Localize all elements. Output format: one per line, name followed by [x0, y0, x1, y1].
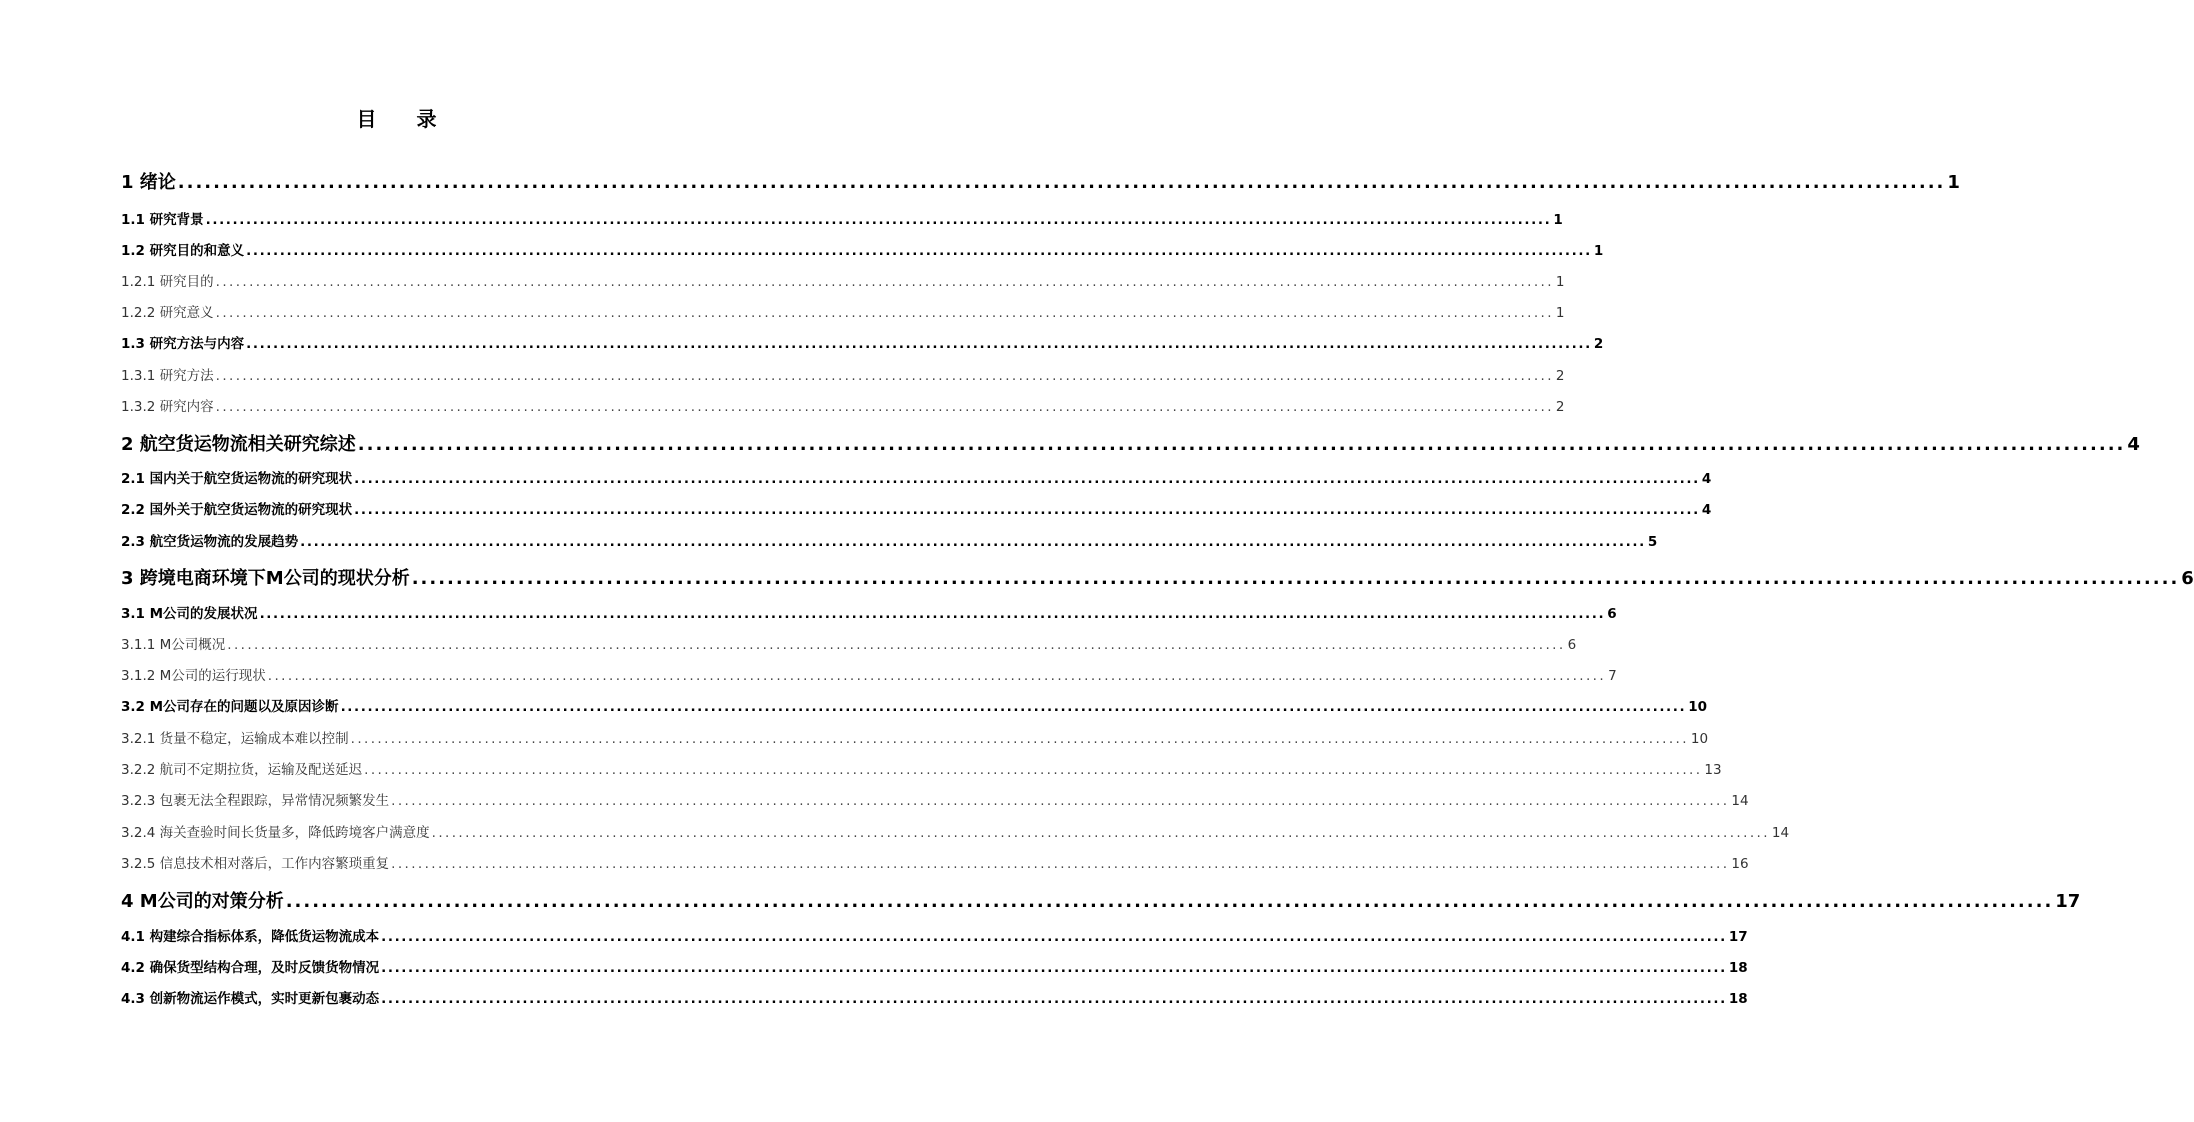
toc-leader-dots: ........................................................................................................................................................................................................ [177, 172, 1946, 193]
toc-entry-label: 3.1.1 M公司概况 [121, 637, 226, 653]
toc-entry[interactable] [121, 332, 1604, 352]
toc-entry[interactable] [121, 168, 1960, 194]
toc-entry-page: 4 [1701, 471, 1712, 487]
toc-leader-dots: ........................................................................................................................................................................................................ [267, 668, 1607, 684]
toc-entry-page: 2 [1593, 336, 1604, 352]
toc-entry[interactable] [121, 789, 1749, 809]
toc-entry-page: 1 [1553, 212, 1563, 228]
toc-entry-page: 1 [1947, 172, 1960, 193]
toc-entry-page: 1 [1555, 305, 1565, 321]
toc-entry-label: 2.2 国外关于航空货运物流的研究现状 [121, 502, 353, 518]
toc-entry-page: 2 [1555, 399, 1565, 415]
toc-entry[interactable] [121, 602, 1617, 622]
toc-entry[interactable] [121, 239, 1604, 259]
toc-leader-dots: ........................................................................................................................................................................................................ [246, 243, 1592, 259]
toc-entry-page: 18 [1728, 960, 1748, 976]
toc-leader-dots: ........................................................................................................................................................................................................ [246, 336, 1592, 352]
toc-entry[interactable] [121, 852, 1749, 872]
toc-entry-label: 3.2.3 包裹无法全程跟踪，异常情况频繁发生 [121, 793, 390, 809]
toc-leader-dots: ........................................................................................................................................................................................................ [391, 793, 1730, 809]
toc-entry-label: 1.2.2 研究意义 [121, 305, 214, 321]
toc-entry-page: 10 [1690, 731, 1709, 747]
toc-leader-dots: ........................................................................................................................................................................................................ [215, 368, 1554, 384]
toc-entry-label: 3.1.2 M公司的运行现状 [121, 668, 266, 684]
toc-entry-page: 13 [1704, 762, 1722, 778]
toc-entry[interactable] [121, 821, 1790, 841]
toc-entry-label: 3.2.5 信息技术相对落后，工作内容繁琐重复 [121, 856, 390, 872]
toc-entry-label: 4.3 创新物流运作模式，实时更新包裹动态 [121, 991, 380, 1007]
toc-leader-dots: ........................................................................................................................................................................................................ [350, 731, 1689, 747]
toc-entry-page: 14 [1771, 825, 1790, 841]
toc-entry-label: 3.2.1 货量不稳定，运输成本难以控制 [121, 731, 349, 747]
toc-leader-dots: ........................................................................................................................................................................................................ [381, 929, 1727, 945]
toc-entry-page: 1 [1555, 274, 1565, 290]
toc-entry-label: 1.2.1 研究目的 [121, 274, 214, 290]
toc-entry[interactable] [121, 956, 1748, 976]
toc-leader-dots: ........................................................................................................................................................................................................ [357, 434, 2126, 455]
toc-entry-page: 6 [1607, 606, 1617, 622]
toc-entry-label: 3.2.2 航司不定期拉货，运输及配送延迟 [121, 762, 363, 778]
toc-leader-dots: ........................................................................................................................................................................................................ [205, 212, 1552, 228]
toc-entry-label: 3.1 M公司的发展状况 [121, 606, 258, 622]
toc-leader-dots: ........................................................................................................................................................................................................ [285, 891, 2054, 912]
toc-entry-page: 7 [1608, 668, 1617, 684]
toc-entry[interactable] [121, 727, 1709, 747]
toc-leader-dots: ........................................................................................................................................................................................................ [431, 825, 1770, 841]
toc-title-part2: 录 [416, 107, 437, 131]
toc-entry-label: 1.3.1 研究方法 [121, 368, 214, 384]
toc-leader-dots: ........................................................................................................................................................................................................ [411, 568, 2180, 589]
toc-leader-dots: ........................................................................................................................................................................................................ [354, 471, 1700, 487]
toc-entry-label: 1 绪论 [121, 172, 176, 193]
toc-entry-page: 4 [1701, 502, 1712, 518]
toc-leader-dots: ........................................................................................................................................................................................................ [381, 991, 1727, 1007]
toc-entry[interactable] [121, 633, 1577, 653]
toc-title [0, 103, 793, 132]
toc-leader-dots: ........................................................................................................................................................................................................ [215, 399, 1554, 415]
toc-entry[interactable] [121, 467, 1712, 487]
toc-entry-page: 17 [1728, 929, 1748, 945]
toc-leader-dots: ........................................................................................................................................................................................................ [215, 305, 1554, 321]
toc-title-part1: 目 [356, 107, 377, 131]
toc-entry-page: 14 [1731, 793, 1749, 809]
toc-leader-dots: ........................................................................................................................................................................................................ [364, 762, 1703, 778]
toc-leader-dots: ........................................................................................................................................................................................................ [215, 274, 1554, 290]
toc-entry[interactable] [121, 664, 1617, 684]
toc-entry-label: 1.3.2 研究内容 [121, 399, 214, 415]
toc-entry-label: 3.2 M公司存在的问题以及原因诊断 [121, 699, 339, 715]
toc-entry-label: 4 M公司的对策分析 [121, 891, 284, 912]
toc-entry-label: 2.3 航空货运物流的发展趋势 [121, 534, 299, 550]
toc-entry[interactable] [121, 758, 1722, 778]
toc-leader-dots: ........................................................................................................................................................................................................ [340, 699, 1687, 715]
toc-entry-label: 1.1 研究背景 [121, 212, 204, 228]
toc-leader-dots: ........................................................................................................................................................................................................ [354, 502, 1700, 518]
toc-entry-page: 16 [1731, 856, 1749, 872]
toc-entry[interactable] [121, 887, 2081, 913]
toc-entry-page: 17 [2055, 891, 2081, 912]
toc-entry-label: 4.1 构建综合指标体系，降低货运物流成本 [121, 929, 380, 945]
toc-entry-page: 5 [1647, 534, 1658, 550]
toc-entry[interactable] [121, 395, 1565, 415]
toc-entry-label: 1.2 研究目的和意义 [121, 243, 245, 259]
toc-entry-label: 3.2.4 海关查验时间长货量多，降低跨境客户满意度 [121, 825, 430, 841]
toc-entry-label: 2.1 国内关于航空货运物流的研究现状 [121, 471, 353, 487]
toc-entry-page: 4 [2127, 434, 2140, 455]
toc-entry-label: 4.2 确保货型结构合理，及时反馈货物情况 [121, 960, 380, 976]
toc-leader-dots: ........................................................................................................................................................................................................ [259, 606, 1606, 622]
toc-leader-dots: ........................................................................................................................................................................................................ [391, 856, 1730, 872]
toc-entry[interactable] [121, 564, 2194, 590]
toc-leader-dots: ........................................................................................................................................................................................................ [227, 637, 1566, 653]
toc-entry[interactable] [121, 695, 1708, 715]
toc-entry-page: 10 [1688, 699, 1708, 715]
toc-entry-label: 3 跨境电商环境下M公司的现状分析 [121, 568, 410, 589]
toc-entry[interactable] [121, 270, 1565, 290]
toc-entry[interactable] [121, 430, 2140, 456]
toc-entry[interactable] [121, 925, 1748, 945]
toc-entry[interactable] [121, 301, 1565, 321]
toc-entry-page: 2 [1555, 368, 1565, 384]
toc-entry-page: 1 [1593, 243, 1604, 259]
toc-entry-page: 6 [2181, 568, 2194, 589]
toc-entry[interactable] [121, 530, 1658, 550]
toc-entry-page: 18 [1728, 991, 1748, 1007]
toc-entry-label: 1.3 研究方法与内容 [121, 336, 245, 352]
toc-entry[interactable] [121, 987, 1748, 1007]
toc-leader-dots: ........................................................................................................................................................................................................ [300, 534, 1646, 550]
toc-entry-label: 2 航空货运物流相关研究综述 [121, 434, 356, 455]
toc-entry-page: 6 [1567, 637, 1577, 653]
toc-leader-dots: ........................................................................................................................................................................................................ [381, 960, 1727, 976]
toc-entry[interactable] [121, 498, 1712, 518]
toc-entry[interactable] [121, 364, 1565, 384]
toc-entry[interactable] [121, 208, 1563, 228]
